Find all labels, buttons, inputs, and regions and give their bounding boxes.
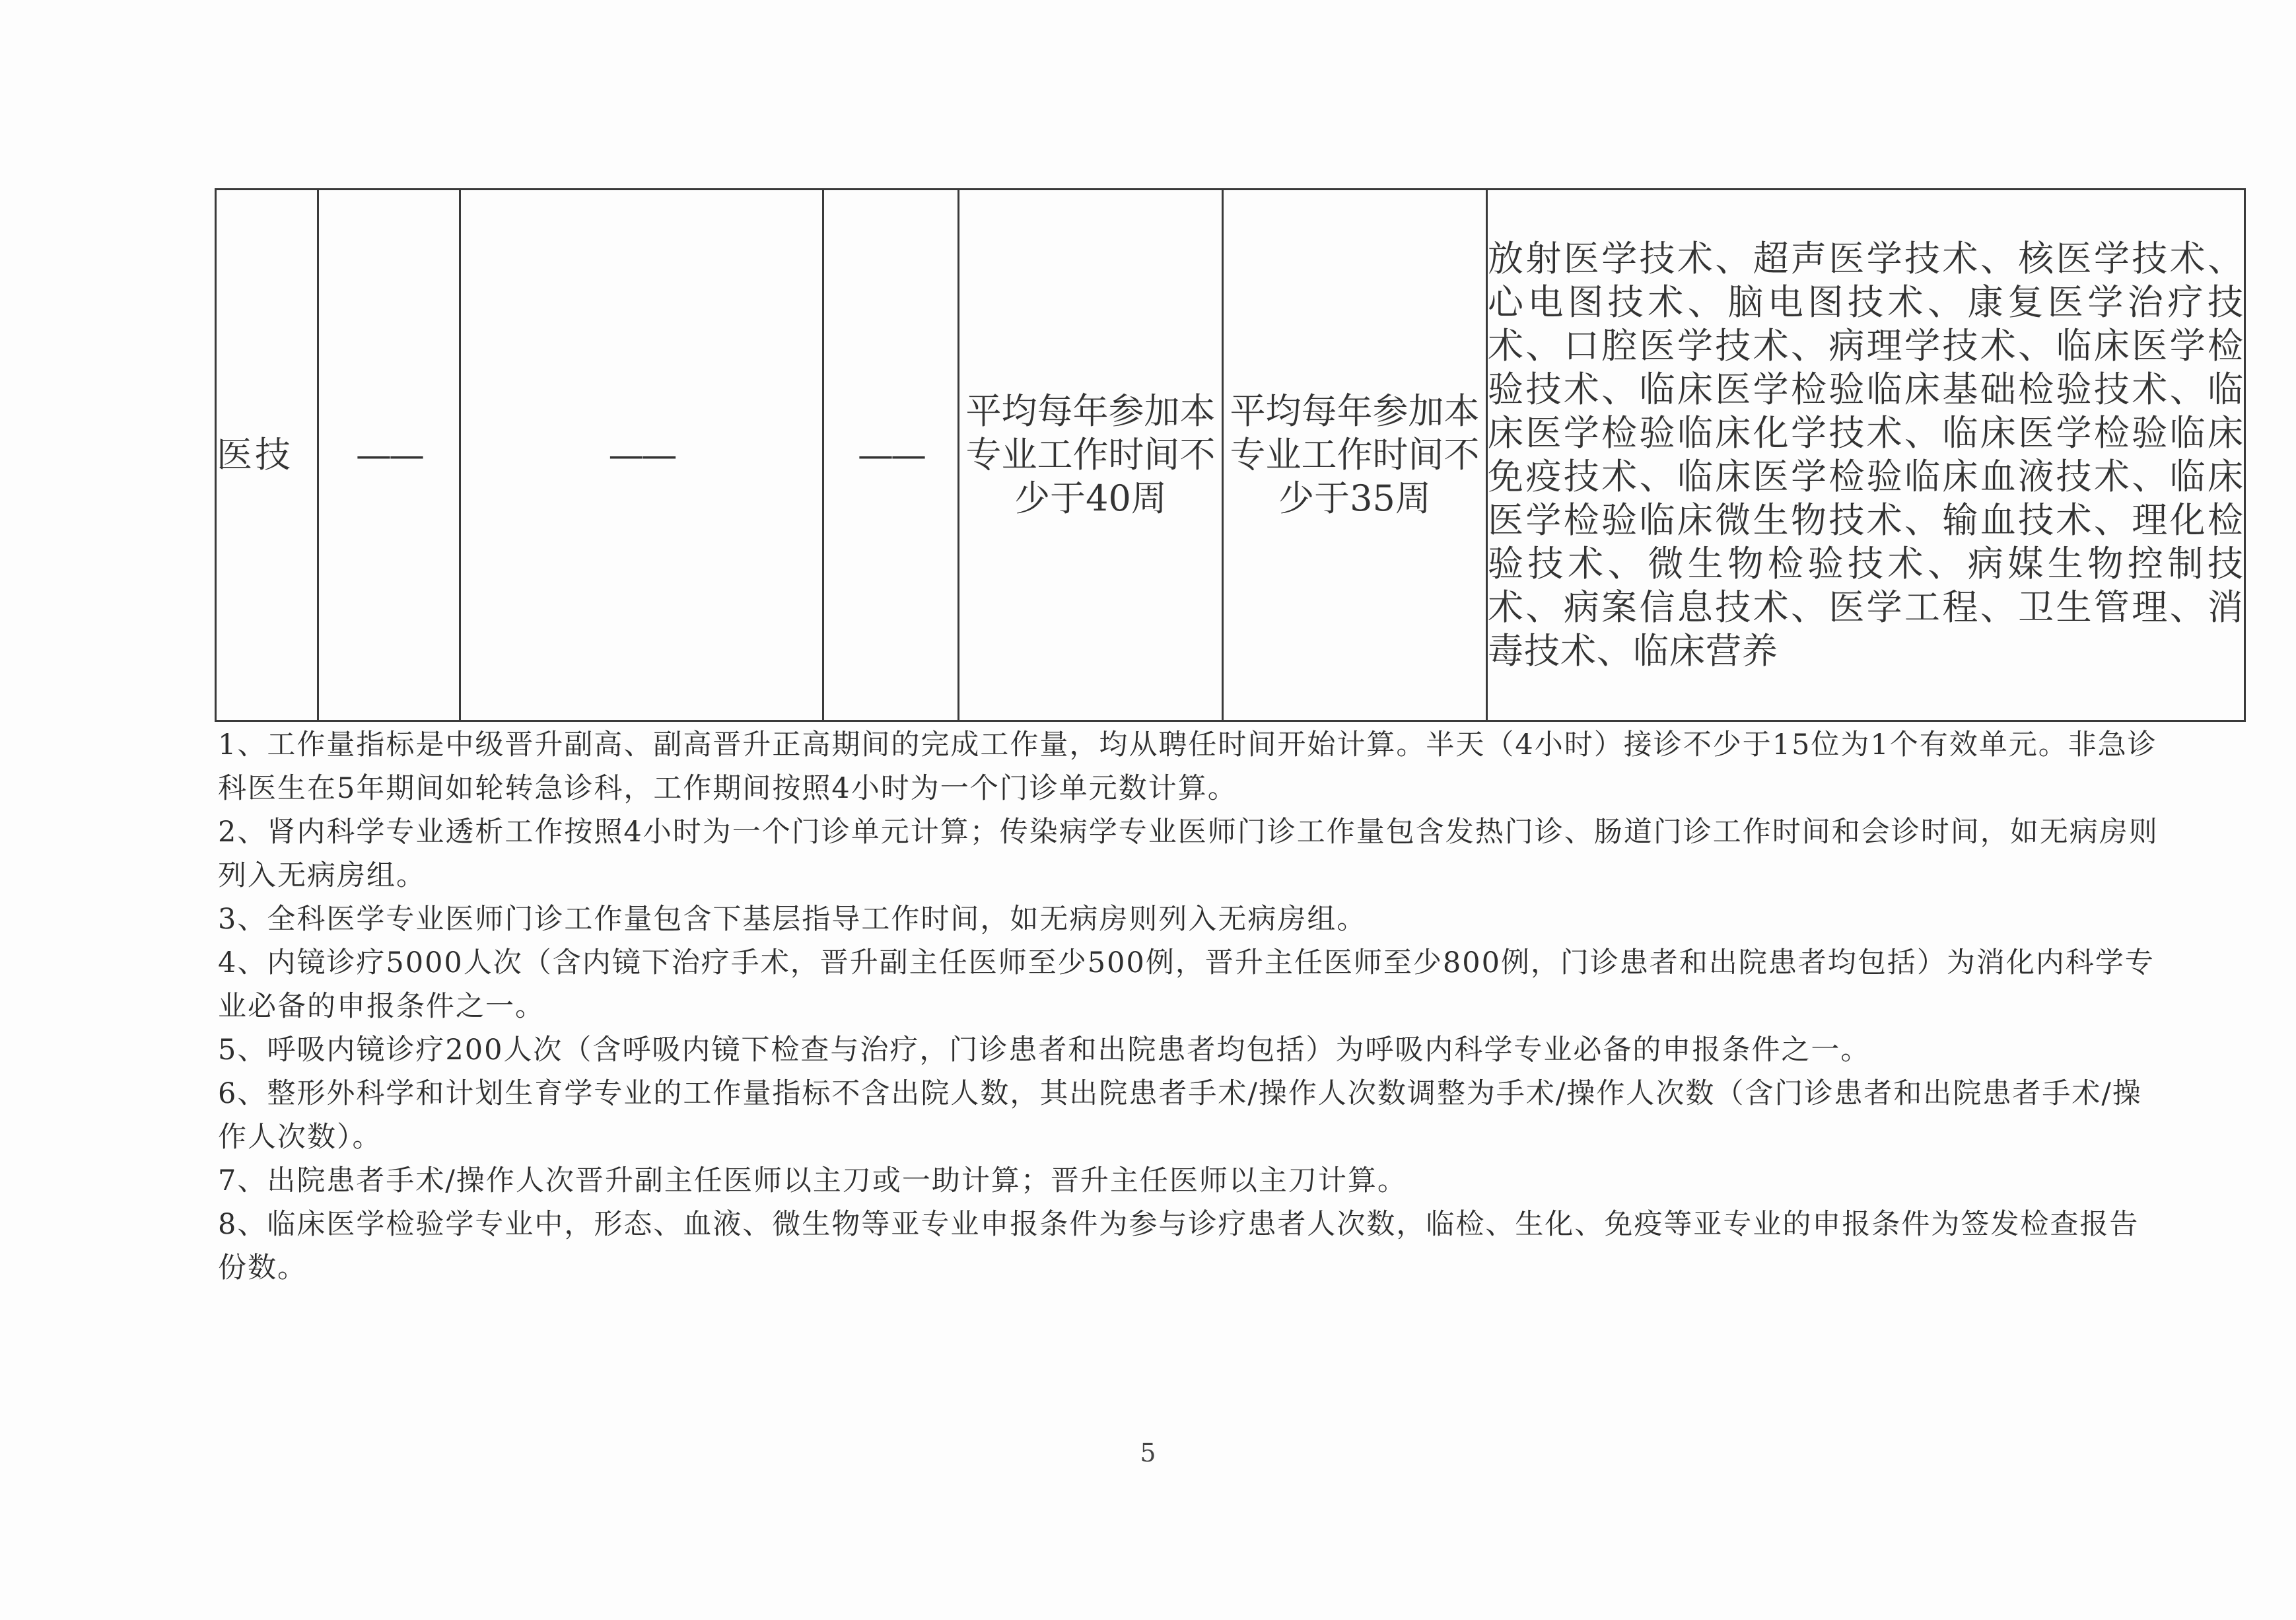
category-cell: 医技 xyxy=(216,190,318,721)
note-item: 1、工作量指标是中级晋升副高、副高晋升正高期间的完成工作量，均从聘任时间开始计算。半天（4小时）接诊不少于15位为1个有效单元。非急诊科医生在5年期间如轮转急诊科，工作期间按照4小时为一个门诊单元数计算。 xyxy=(218,728,2157,805)
specialties-cell: 放射医学技术、超声医学技术、核医学技术、心电图技术、脑电图技术、康复医学治疗技术、口腔医学技术、病理学技术、临床医学检验技术、临床医学检验临床基础检验技术、临床医学检验临床化学技术、临床医学检验临床免疫技术、临床医学检验临床血液技术、临床医学检验临床微生物技术、输血技术、理化检验技术、微生物检验技术、病媒生物控制技术、病案信息技术、医学工程、卫生管理、消毒技术、临床营养 xyxy=(1487,190,2245,721)
senior-requirement-cell: 平均每年参加本专业工作时间不少于40周 xyxy=(959,190,1223,721)
note-item: 7、出院患者手术/操作人次晋升副主任医师以主刀或一助计算；晋升主任医师以主刀计算。 xyxy=(218,1164,1407,1197)
deputy-requirement-cell: 平均每年参加本专业工作时间不少于35周 xyxy=(1223,190,1487,721)
note-item: 8、临床医学检验学专业中，形态、血液、微生物等亚专业申报条件为参与诊疗患者人次数，临检、生化、免疫等亚专业的申报条件为签发检查报告份数。 xyxy=(218,1208,2139,1285)
dash-cell: —— xyxy=(318,190,460,721)
note-item: 4、内镜诊疗5000人次（含内镜下治疗手术，晋升副主任医师至少500例，晋升主任医师至少800例，门诊患者和出院患者均包括）为消化内科学专业必备的申报条件之一。 xyxy=(218,946,2155,1023)
note-item: 5、呼吸内镜诊疗200人次（含呼吸内镜下检查与治疗，门诊患者和出院患者均包括）为呼吸内科学专业必备的申报条件之一。 xyxy=(218,1034,1871,1067)
note-item: 2、肾内科学专业透析工作按照4小时为一个门诊单元计算；传染病学专业医师门诊工作量包含发热门诊、肠道门诊工作时间和会诊时间，如无病房则列入无病房组。 xyxy=(218,816,2159,892)
notes-section xyxy=(218,723,2166,1290)
requirements-table xyxy=(215,188,2246,722)
note-item: 3、全科医学专业医师门诊工作量包含下基层指导工作时间，如无病房则列入无病房组。 xyxy=(218,903,1367,936)
note-item: 6、整形外科学和计划生育学专业的工作量指标不含出院人数，其出院患者手术/操作人次数调整为手术/操作人次数（含门诊患者和出院患者手术/操作人次数）。 xyxy=(218,1077,2142,1154)
page-number: 5 xyxy=(1140,1438,1156,1467)
dash-cell: —— xyxy=(460,190,823,721)
table-row xyxy=(216,190,2245,721)
dash-cell: —— xyxy=(823,190,959,721)
